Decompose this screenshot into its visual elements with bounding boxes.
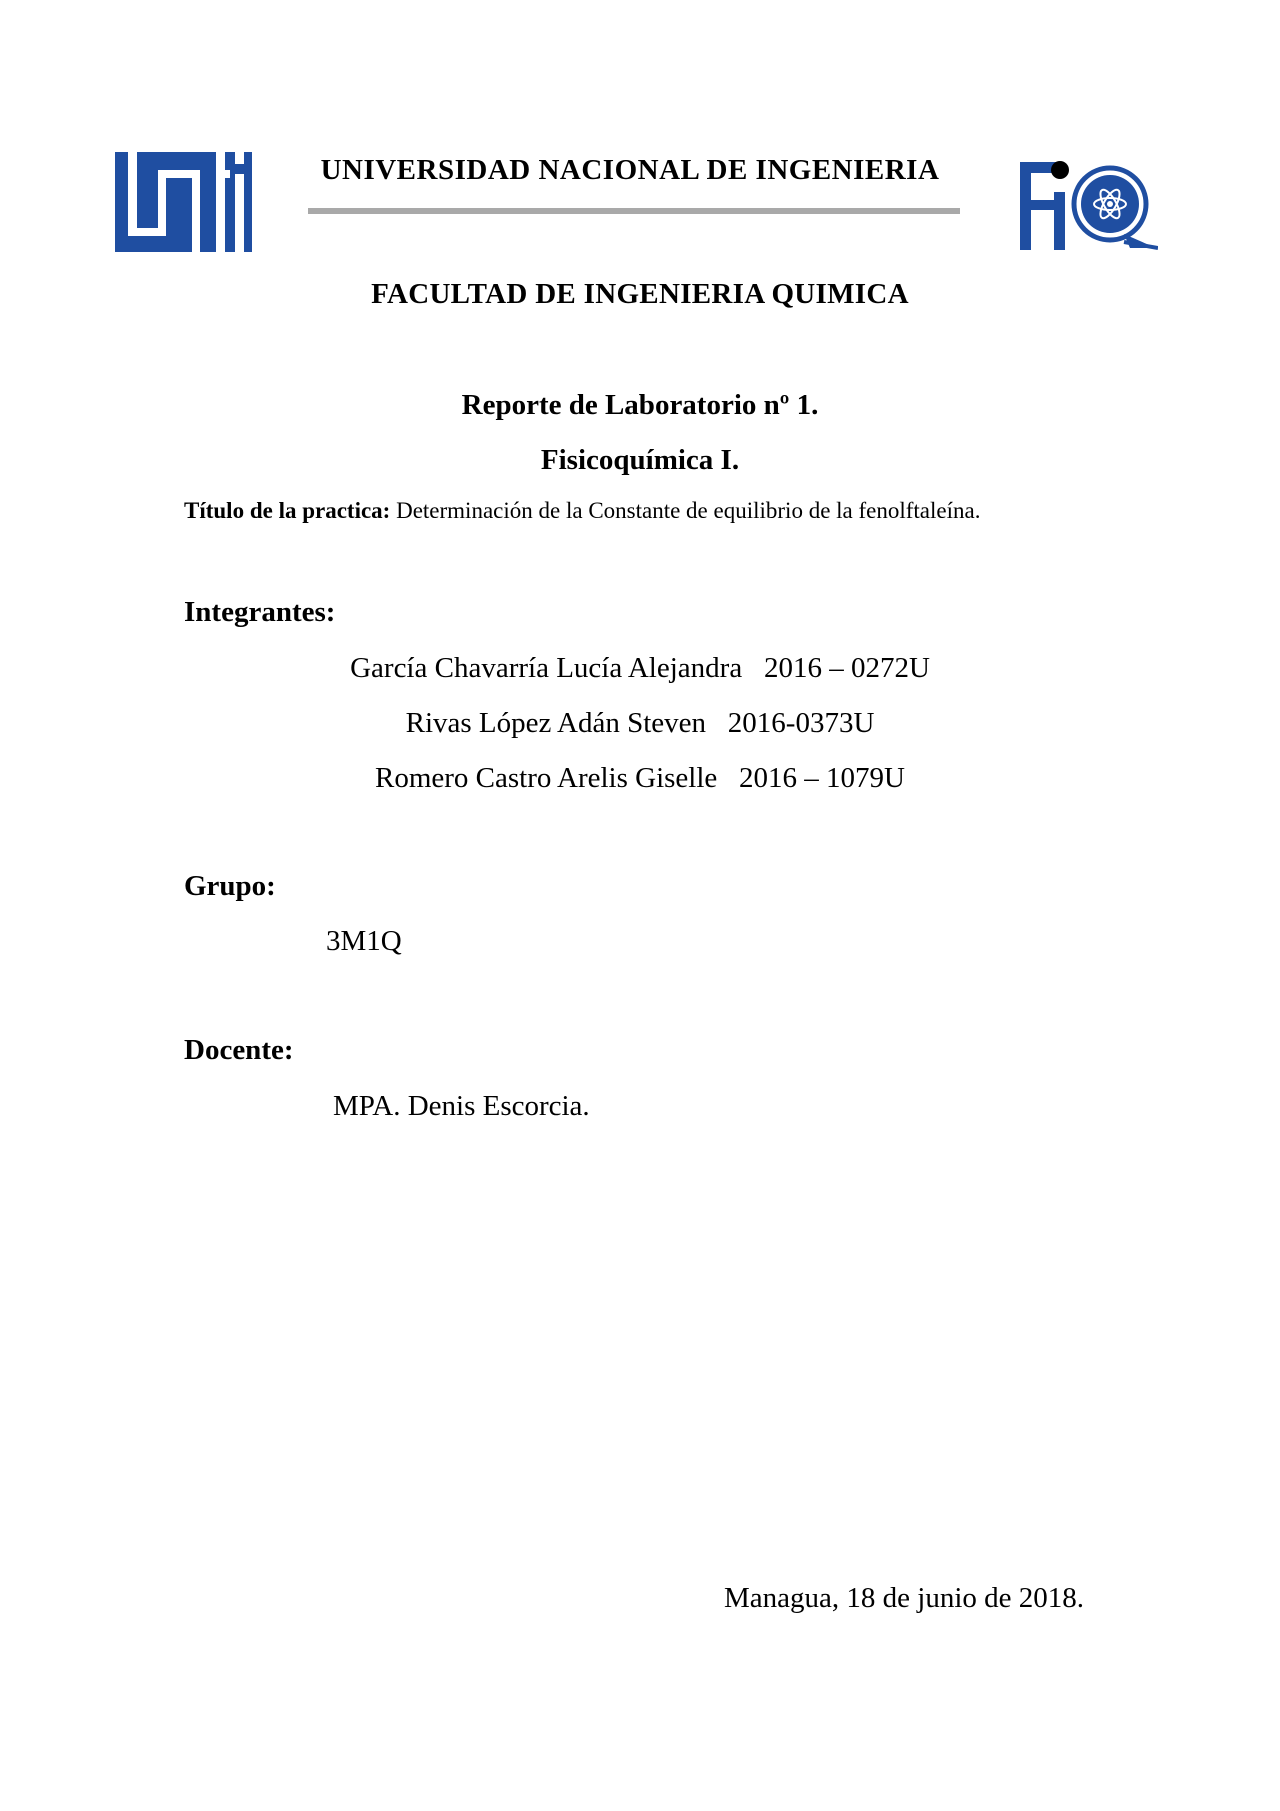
group-label: Grupo:: [184, 870, 276, 902]
practice-title-line: [184, 498, 980, 524]
member-id: 2016 – 1079U: [739, 762, 905, 794]
member-name: Romero Castro Arelis Giselle: [374, 762, 718, 794]
member-id: 2016 – 0272U: [763, 652, 930, 684]
fiq-logo: [1020, 156, 1158, 252]
university-name: UNIVERSIDAD NACIONAL DE INGENIERIA: [320, 154, 940, 186]
members-label: Integrantes:: [184, 596, 336, 628]
member-row: [0, 652, 1280, 685]
course-name: Fisicoquímica I.: [540, 444, 740, 476]
uni-logo: [115, 152, 252, 252]
practice-title-label: Título de la practica:: [184, 498, 391, 523]
member-name: García Chavarría Lucía Alejandra: [350, 652, 743, 684]
teacher-value: MPA. Denis Escorcia.: [333, 1090, 590, 1122]
report-title: Reporte de Laboratorio nº 1.: [461, 389, 819, 421]
teacher-label: Docente:: [184, 1034, 294, 1066]
member-name: Rivas López Adán Steven: [405, 707, 707, 739]
header-divider: [308, 208, 960, 214]
practice-title-value: Determinación de la Constante de equilibrio de la fenolftaleína.: [390, 498, 981, 523]
member-row: [0, 762, 1280, 795]
group-value: 3M1Q: [326, 925, 402, 957]
member-row: [0, 707, 1280, 740]
member-id: 2016-0373U: [727, 707, 875, 739]
place-and-date: Managua, 18 de junio de 2018.: [724, 1582, 1085, 1614]
faculty-name: FACULTAD DE INGENIERIA QUIMICA: [371, 278, 909, 310]
